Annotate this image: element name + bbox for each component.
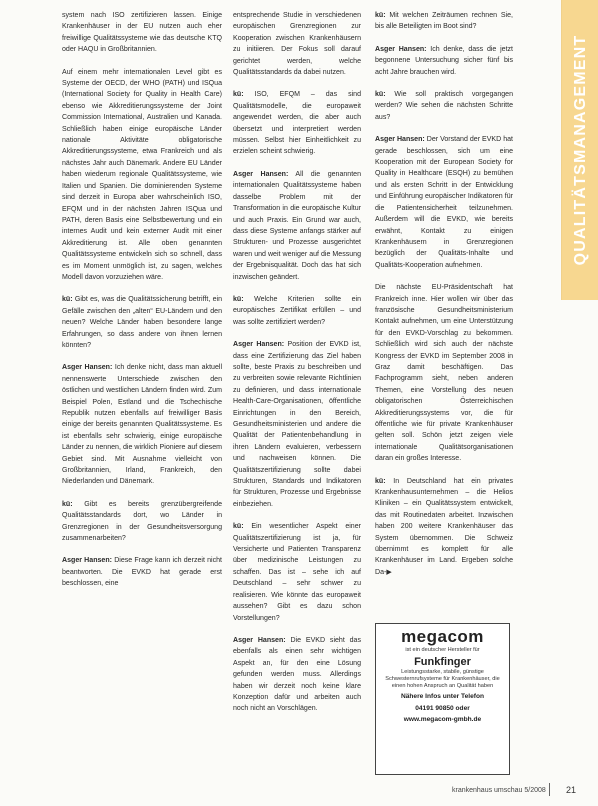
paragraph [233, 89, 361, 157]
paragraph [62, 67, 222, 284]
speaker-label: Asger Hansen: [233, 636, 286, 644]
speaker-label: kü: [233, 295, 244, 303]
ad-contact-title: Nähere Infos unter Telefon [400, 693, 485, 700]
ad-brand: Funkfinger [414, 656, 471, 668]
paragraph [62, 10, 222, 56]
paragraph-text: ISO, EFQM – das sind Qualitätsmodelle, die europaweit angewendet werden, die aber auch übersetzt und interpretiert werden müssen. Selbst hier Einheitlichkeit zu erzielen scheint schwierig. [233, 91, 361, 156]
paragraph-text: All die genannten internationalen Qualitätssysteme haben dasselbe Problem mit der Transformation in die europäische Kultur und auch Praxis. Ein Grund war auch, dass diese Systeme anfangs stärker auf Strukturen- und Prozesse ausgerichtet waren und weit weniger auf die Messung der Ergebnisqualität. Doch das hat sich inzwischen geändert. [233, 170, 362, 281]
article-column-3 [375, 10, 513, 578]
article-column-2 [233, 10, 361, 715]
ad-phone: 04191 90850 oder [415, 704, 470, 712]
article-column-1 [62, 10, 222, 590]
speaker-label: kü: [375, 12, 386, 19]
paragraph-text: system nach ISO zertifizieren lassen. Einige Krankenhäuser in der EU nutzen auch eher freiwillige Qualitätssysteme wie das deutsche KTQ oder HAQU in Großbritannien. [62, 12, 222, 54]
paragraph-text: Gibt es, was die Qualitätssicherung betrifft, ein Gefälle zwischen den „alten“ EU-Ländern und den neuen? Welche Länder haben besondere lange Erfahrungen, so dass andere von ihnen lernen könnten? [62, 296, 222, 349]
publication-footer: krankenhaus umschau 5/2008 [452, 787, 546, 794]
paragraph-text: Ich denke, dass die jetzt begonnene Untersuchung sicher fünf bis acht Jahre brauchen wird. [375, 45, 514, 76]
paragraph [233, 521, 361, 624]
paragraph-text: Welche Kriterien sollte ein europäisches Zertifikat erfüllen – und was sollte zertifiziert werden? [233, 295, 361, 326]
ad-website: www.megacom-gmbh.de [403, 716, 482, 723]
paragraph-text: Der Vorstand der EVKD hat gerade beschlossen, sich um eine Kooperation mit der European Society for Quality in Healthcare (ESQH) zu bemühen und als ersten Schritt in der Entwicklung und Einführung europäischer Indikatoren für die Patientensicherheit teilzunehmen. Außerdem will die EVKD, wie bereits erwähnt, Kontakt zu einigen Krankenhäusern in Grenzregionen bezüglich der Qualitäts-Inhalte und Qualitäts-Kooperation aufnehmen. [375, 136, 514, 269]
paragraph [62, 362, 222, 487]
paragraph [62, 555, 222, 589]
paragraph-text: Diese Frage kann ich derzeit nicht beantworten. Die EVKD hat gerade erst beschlossen, eine [62, 557, 223, 588]
ad-description: Leistungsstarke, stabile, günstige Schwesternrufsysteme für Krankenhäuser, die einen hohen Anspruch an Qualität haben [385, 669, 500, 689]
paragraph-text: entsprechende Studie in verschiedenen europäischen Grenzregionen zur Kooperation zwischen Krankenhäusern zu initiieren. Der Fokus soll darauf gerichtet werden, welche Qualitätsstandards da dabei nutzen. [233, 12, 361, 77]
paragraph [233, 339, 361, 510]
speaker-label: Asger Hansen: [233, 341, 285, 349]
paragraph-text: Die EVKD sieht das ebenfalls als einen sehr wichtigen Aspekt an, für den eine Lösung gefunden werden muss. Allerdings haben wir derzeit noch keine klare Konzeption dafür und arbeiten auch noch nicht an Vorschlägen. [233, 636, 362, 713]
paragraph [375, 10, 513, 33]
paragraph-text: Gibt es bereits grenzübergreifende Qualitätsstandards dort, wo Länder in Grenzregionen in der Gesundheitsversorgung zusammenarbeiten? [62, 500, 222, 543]
paragraph-text: Ein wesentlicher Aspekt einer Qualitätszertifizierung ist ja, für Versicherte und Patienten Transparenz über medizinische Leistungen zu schaffen. Das ist – sehe ich auf Deutschland – sehr schwer zu realisieren. Wie könnte das europaweit aussehen? Gibt es dazu schon Vorstellungen? [233, 523, 361, 622]
section-label: QUALITÄTSMANAGEMENT [572, 34, 589, 266]
paragraph [375, 134, 513, 271]
continue-arrow-icon: ▶ [386, 568, 392, 576]
speaker-label: kü: [233, 91, 244, 99]
speaker-label: kü: [62, 500, 73, 508]
speaker-label: kü: [233, 523, 244, 531]
paragraph [62, 294, 222, 351]
paragraph-text: Auf einem mehr internationalen Level gibt es Systeme der OECD, der WHO (PATH) und ISQua (International Society for Quality in Health Care) ebenso wie Akkreditierungssysteme der Joint Commission International, Australien und Kanada. Schließlich haben einige europäische Länder nationale Aktivitäte obligatorische Akkreditierungssysteme, etwa Frankreich und als nächstes Jahr auch Dänemark. Andere EU Länder haben wiederum regionale Qualitätssysteme, wie Italien und Spanien. Die dominierenden Systeme sind derzeit in Europa aber wahrscheinlich ISO, EFQM und in der nächsten Jahren ISQua und PATH, deren Basis eine Selbstbewertung und ein internes Audit und kein externer Audit mit einer Akkreditierung ist. Alle oben genannten Qualitätssysteme entwickeln sich so schnell, dass es im Moment unmöglich ist, zu sagen, welches Modell davon vorzuziehen wäre. [62, 68, 222, 281]
speaker-label: Asger Hansen: [233, 170, 289, 178]
paragraph [62, 499, 222, 545]
ad-intro: ist ein deutscher Hersteller für [405, 647, 480, 653]
paragraph [375, 44, 513, 78]
page-number: 21 [566, 785, 577, 795]
paragraph [375, 89, 513, 123]
paragraph-text: Wie soll praktisch vorgegangen werden? Wie sehen die nächsten Schritte aus? [375, 91, 513, 121]
speaker-label: Asger Hansen: [62, 557, 112, 565]
paragraph [233, 169, 361, 283]
paragraph [233, 635, 361, 715]
speaker-label: kü: [62, 296, 73, 304]
paragraph [233, 10, 361, 78]
paragraph [375, 282, 513, 465]
speaker-label: Asger Hansen: [62, 364, 113, 372]
paragraph-text: Mit welchen Zeiträumen rechnen Sie, bis alle Beteiligten im Boot sind? [375, 12, 513, 31]
paragraph-text: Die nächste EU-Präsidentschaft hat Frankreich inne. Hier wollen wir über das französische Gesundheitsministerium Kontakt aufnehmen, um eine Unterstützung für den EVKD-Vorschlag zu bekommen. Schließlich wird sich auch der nächste Kongress der EVKD im September 2008 in Graz damit beschäftigen. Das Fachprogramm sieht, neben anderen Themen, eine Vorstellung des neuen obligatorischen Österreichischen Akkreditierungssystems vor, die für öffentliche wie für private Krankenhäuser gelten soll. Schön jetzt zeigen viele internationale Qualitätsorganisationen daran ein großes Interesse. [375, 284, 513, 463]
ad-logo-text: megacom [401, 627, 484, 646]
paragraph [375, 476, 513, 579]
paragraph [233, 294, 361, 328]
speaker-label: Asger Hansen: [375, 45, 427, 53]
speaker-label: Asger Hansen: [375, 136, 425, 144]
megacom-advertisement [375, 623, 510, 775]
footer-divider [549, 783, 550, 796]
speaker-label: kü: [375, 477, 386, 485]
paragraph-text: Ich denke nicht, dass man aktuell nennenswerte Unterschiede zwischen den östlichen und westlichen Ländern finden wird. Zum Beispiel Polen, Estland und die Tschechische Republik nutzen ebenfalls auf freiwilliger Basis einige der bereits genannten Qualitätssysteme. Es ist ebenfalls sehr schwierig, einige europäische Länder zu nennen, die wirklich Pioniere auf diesem Gebiet sind. Mit Ausnahme vielleicht von Großbritannien, Irland, Frankreich, den Niederlanden und Dänemark. [62, 364, 223, 486]
speaker-label: kü: [375, 91, 386, 99]
section-tab [561, 0, 598, 300]
paragraph-text: In Deutschland hat ein privates Krankenhausunternehmen – die Helios Kliniken – ein Qualitätssystem entwickelt, das mit Routinedaten arbeitet. Inzwischen haben 200 weitere Krankenhäuser das System übernommen. Die Schweiz übernimmt es komplett für alle Krankenhäuser im Land. Ergeben solche Da- [375, 477, 513, 576]
paragraph-text: Position der EVKD ist, dass eine Zertifizierung das Ziel haben sollte, beste Praxis zu beschreiben und zu verbreiten sowie relevante Richtlinien zu definieren, und dass internationale Health-Care-Organisationen, öffentliche Einrichtungen in den Bereich, Gesundheitsministerien und andere die Qualität der Patientenbehandlung in ihren Ländern evaluieren, verbessern und nachweisen können. Die Qualitätszertifizierung sollte dabei Strukturen, Standards und Indikatoren für Strukturen, Prozesse und Ergebnisse einbeziehen. [233, 341, 362, 508]
